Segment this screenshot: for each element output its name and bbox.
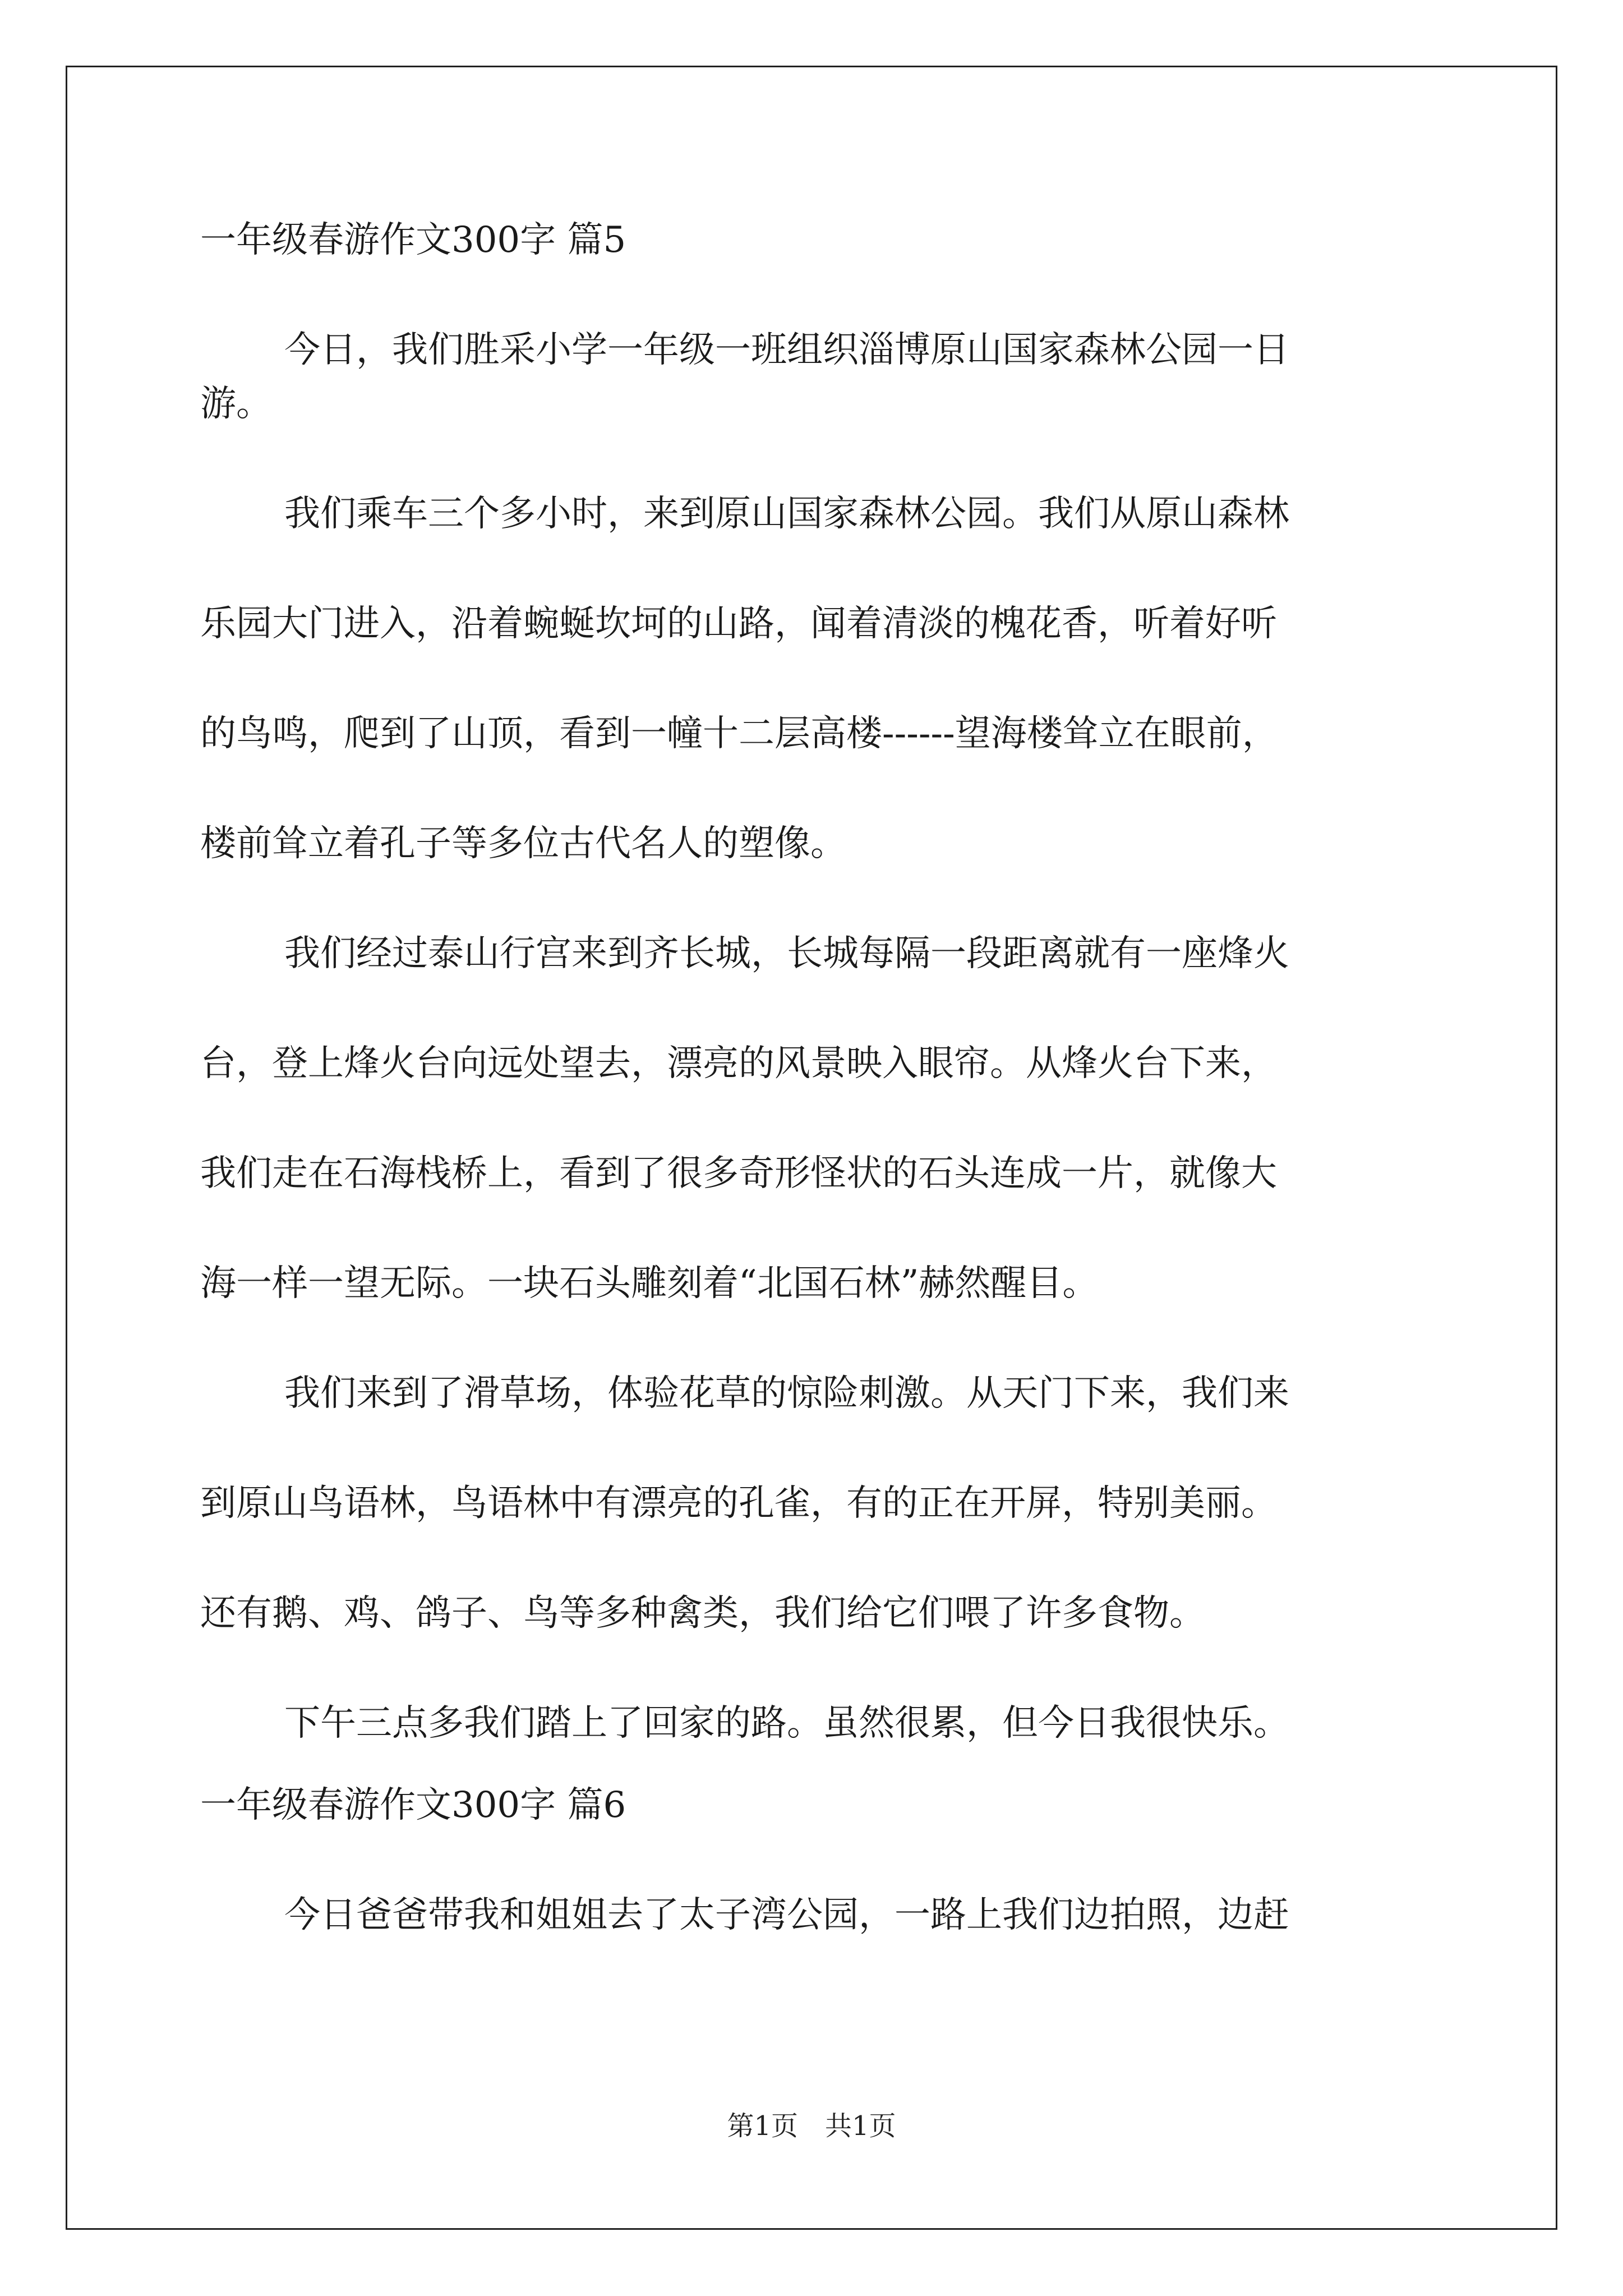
text-line: 的鸟鸣，爬到了山顶，看到一幢十二层高楼------望海楼耸立在眼前，: [200, 713, 1278, 754]
text-line: 下午三点多我们踏上了回家的路。虽然很累，但今日我很快乐。: [284, 1703, 1289, 1744]
paragraph: [200, 1366, 1456, 1640]
paragraph: [200, 487, 1456, 871]
page-number: 第1页 共1页: [727, 2110, 896, 2142]
text-line: 乐园大门进入，沿着蜿蜒坎坷的山路，闻着清淡的槐花香，听着好听: [200, 603, 1277, 645]
text-line: 楼前耸立着孔子等多位古代名人的塑像。: [200, 823, 846, 864]
section-heading: 一年级春游作文300字 篇5: [200, 219, 626, 261]
text-line: 游。: [200, 383, 272, 425]
text-line: 今日爸爸带我和姐姐去了太子湾公园，一路上我们边拍照，边赶: [284, 1894, 1289, 1936]
paragraph: [200, 927, 1456, 1310]
text-line: 还有鹅、鸡、鸽子、鸟等多种禽类，我们给它们喂了许多食物。: [200, 1593, 1205, 1634]
text-line: 我们乘车三个多小时，来到原山国家森林公园。我们从原山森林: [284, 493, 1289, 535]
paragraph: [200, 323, 1456, 431]
document-body: [200, 213, 1456, 1942]
text-line: 我们来到了滑草场，体验花草的惊险刺激。从天门下来，我们来: [284, 1373, 1289, 1414]
text-line: 台，登上烽火台向远处望去，漂亮的风景映入眼帘。从烽火台下来，: [200, 1043, 1277, 1084]
section-heading: 一年级春游作文300字 篇6: [200, 1784, 626, 1826]
text-line: 我们走在石海栈桥上，看到了很多奇形怪状的石头连成一片，就像大: [200, 1153, 1277, 1194]
paragraph: [200, 1888, 1456, 1942]
text-line: 海一样一望无际。一块石头雕刻着“北国石林”赫然醒目。: [200, 1263, 1099, 1304]
text-line: 到原山鸟语林，鸟语林中有漂亮的孔雀，有的正在开屏，特别美丽。: [200, 1483, 1277, 1524]
text-line: 今日，我们胜采小学一年级一班组织淄博原山国家森林公园一日: [284, 329, 1289, 371]
paragraph: [200, 1696, 1456, 1750]
text-line: 我们经过泰山行宫来到齐长城，长城每隔一段距离就有一座烽火: [284, 933, 1289, 974]
